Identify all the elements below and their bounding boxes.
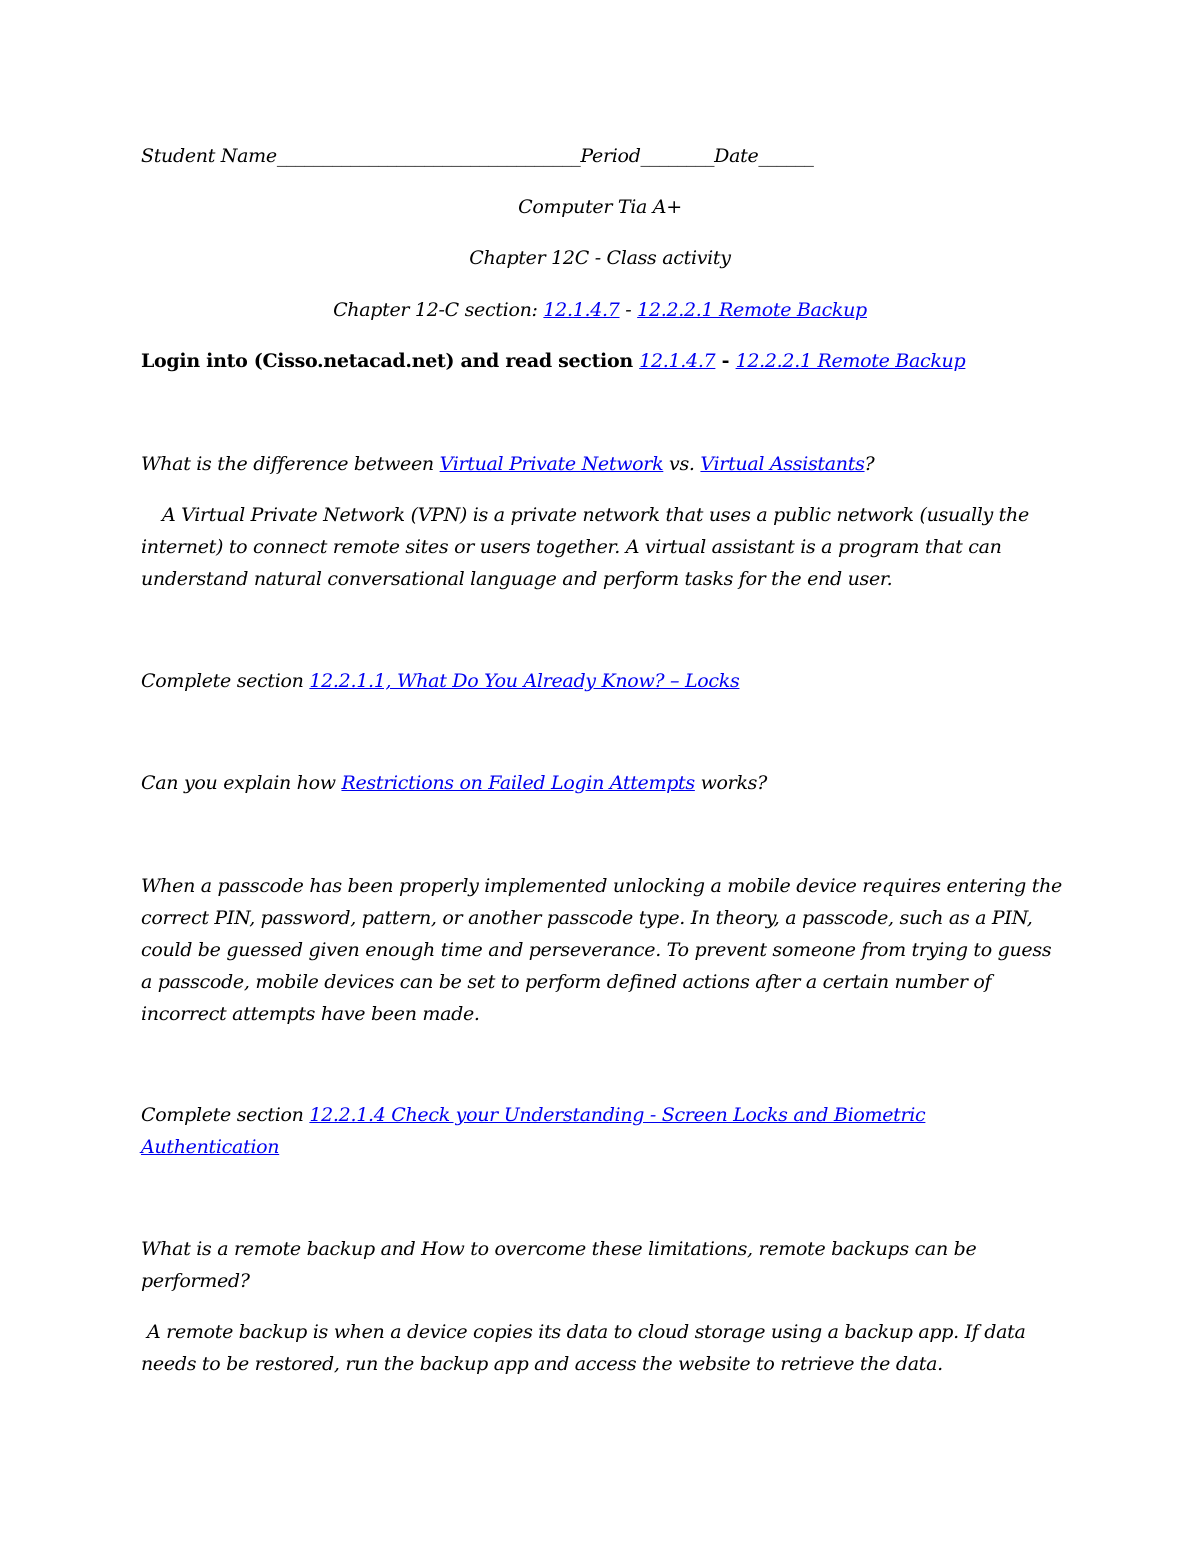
vpn-link[interactable]: Virtual Private Network	[439, 453, 664, 475]
task-locks	[141, 665, 1061, 697]
answer-remote-backup: A remote backup is when a device copies its data to cloud storage using a backup app. If data needs to be restored, run the backup app and access the website to retrieve the data.	[141, 1321, 1026, 1375]
course-title: Computer Tia A+	[518, 196, 682, 218]
login-separator: -	[715, 350, 736, 372]
login-prefix: Login into (Cisso.netacad.net) and read section	[141, 350, 640, 372]
question-failed-login	[141, 767, 1061, 799]
screen-locks-link-line2[interactable]: Authentication	[141, 1136, 280, 1158]
section-prefix: Chapter 12-C section:	[333, 299, 544, 321]
failed-login-link[interactable]: Restrictions on Failed Login Attempts	[341, 772, 695, 794]
q1-mid: vs.	[663, 453, 701, 475]
login-instruction	[141, 345, 1061, 377]
locks-section-link[interactable]: 12.2.1.1, What Do You Already Know? – Locks	[309, 670, 740, 692]
question-vpn-vs-assistants	[141, 448, 1061, 480]
q1-suffix: ?	[864, 453, 875, 475]
student-info-line: Student Name_________________________________Period________Date______	[141, 145, 814, 167]
section-link-remote-backup[interactable]: 12.2.2.1 Remote Backup	[637, 299, 867, 321]
q1-prefix: What is the difference between	[141, 453, 440, 475]
answer-vpn: A Virtual Private Network (VPN) is a private network that uses a public network (usually the internet) to connect remote sites or users together. A virtual assistant is a program that can understand natural conversational language and perform tasks for the end user.	[141, 504, 1029, 590]
task1-prefix: Complete section	[141, 670, 310, 692]
screen-locks-link-line1[interactable]: 12.2.1.4 Check your Understanding - Screen Locks and Biometric	[309, 1104, 926, 1126]
q2-prefix: Can you explain how	[141, 772, 342, 794]
task-screen-locks	[141, 1099, 1061, 1131]
chapter-title: Chapter 12C - Class activity	[469, 247, 731, 269]
answer-failed-login: When a passcode has been properly implemented unlocking a mobile device requires entering the correct PIN, password, pattern, or another passcode type. In theory, a passcode, such as a PIN, could be guessed given enough time and perseverance. To prevent someone from trying to guess a passcode, mobile devices can be set to perform defined actions after a certain number of incorrect attempts have been made.	[141, 875, 1062, 1025]
q2-suffix: works?	[694, 772, 768, 794]
question-remote-backup: What is a remote backup and How to overcome these limitations, remote backups can be performed?	[141, 1238, 977, 1292]
login-link-12-1-4-7[interactable]: 12.1.4.7	[639, 350, 716, 372]
login-link-remote-backup[interactable]: 12.2.2.1 Remote Backup	[735, 350, 966, 372]
section-link-12-1-4-7[interactable]: 12.1.4.7	[543, 299, 620, 321]
task2-prefix: Complete section	[141, 1104, 310, 1126]
chapter-section-line	[0, 294, 1200, 326]
virtual-assistants-link[interactable]: Virtual Assistants	[700, 453, 865, 475]
task-screen-locks-cont	[141, 1131, 1061, 1163]
section-separator: -	[619, 299, 638, 321]
